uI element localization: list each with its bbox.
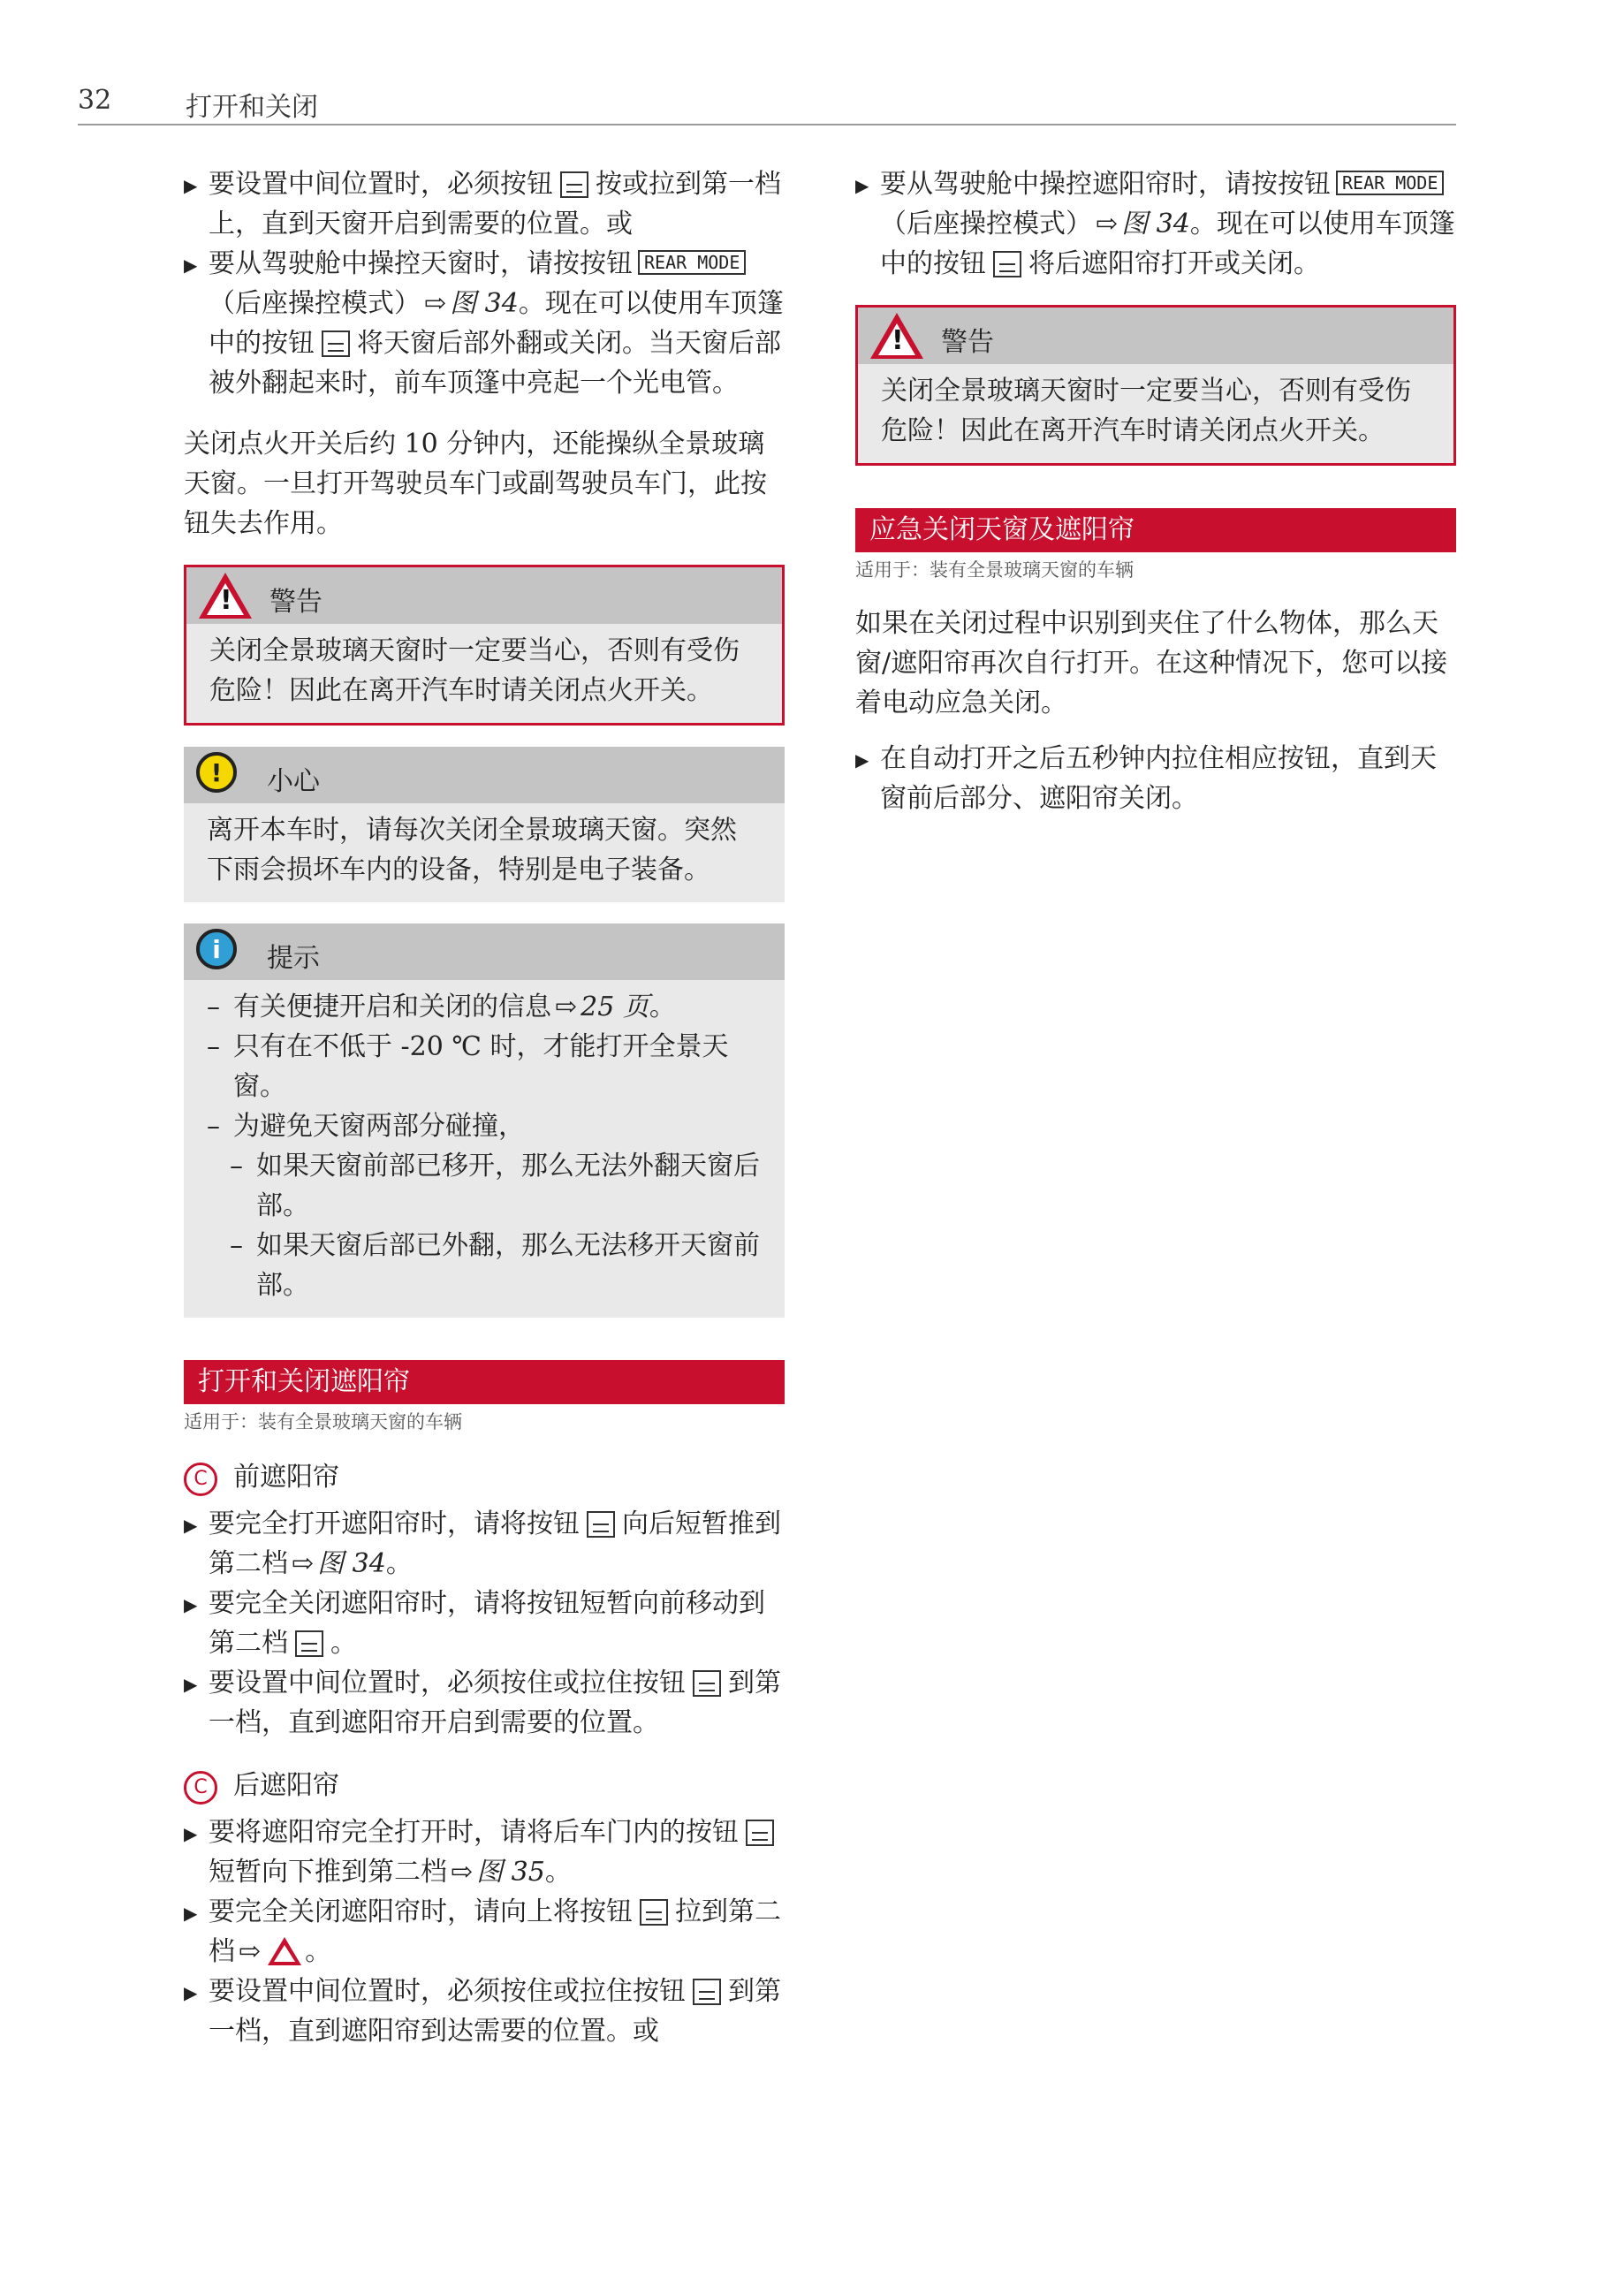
caution-label: 小心 [267,766,320,797]
bullet-icon: ▶ [184,1823,198,1844]
warning-header [186,567,782,624]
rear-mode-button-label: REAR MODE [638,250,746,275]
section-title: 应急关闭天窗及遮阳帘 [855,508,1456,552]
applies-to-text: 适用于：装有全景玻璃天窗的车辆 [184,1411,462,1432]
left-column [184,164,785,2051]
warning-box [855,305,1456,466]
caution-text: 离开本车时，请每次关闭全景玻璃天窗。突然下雨会损坏车内的设备，特别是电子装备。 [207,815,737,885]
callout-c-icon: C [184,1771,217,1805]
arrow-right-icon: ⇨ [239,1936,262,1967]
note-subitem: – 如果天窗前部已移开，那么无法外翻天窗后部。 [230,1151,760,1221]
subsection-heading: C 后遮阳帘 [184,1766,785,1805]
list-item: ▶ 要从驾驶舱中操控天窗时，请按按钮 REAR MODE（后座操控模式） ⇨ 图 34。现在可以使用车顶篷中的按钮 将天窗后部外翻或关闭。当天窗后部被外翻起来时，前车顶篷中亮起一个光电管。 [184,244,785,403]
note-item: – 只有在不低于 -20 ℃ 时，才能打开全景天窗。 [207,1031,729,1102]
rear-mode-button-label: REAR MODE [1336,171,1444,195]
sunshade-button-icon [587,1511,615,1538]
bullet-icon: ▶ [184,1982,198,2003]
caution-header [184,747,785,803]
page-number: 32 [78,85,112,116]
info-icon: i [196,929,237,969]
list-item: ▶ 要从驾驶舱中操控遮阳帘时，请按按钮 REAR MODE（后座操控模式） ⇨ 图 34。现在可以使用车顶篷中的按钮 将后遮阳帘打开或关闭。 [855,164,1456,284]
section-title: 打开和关闭遮阳帘 [184,1360,785,1404]
figure-reference[interactable]: 图 34 [1121,209,1190,239]
sunroof-button-icon [322,331,350,357]
subsection-heading: C 前遮阳帘 [184,1457,785,1497]
figure-reference[interactable]: 图 34 [450,288,519,319]
sunroof-button-icon [560,171,588,198]
page-header [78,81,1456,125]
sunshade-button-icon [993,251,1021,277]
list-item: ▶ 要设置中间位置时，必须按钮 按或拉到第一档上，直到天窗开启到需要的位置。或 [184,164,785,244]
warning-triangle-icon [199,573,252,619]
paragraph: 如果在关闭过程中识别到夹住了什么物体，那么天窗/遮阳帘再次自行打开。在这种情况下，您可以接着电动应急关闭。 [855,608,1448,718]
warning-header [858,308,1453,364]
bullet-icon: ▶ [184,1594,198,1615]
bullet-icon: ▶ [184,175,198,196]
caution-box [184,747,785,902]
list-item: ▶ 要设置中间位置时，必须按住或拉住按钮 到第一档，直到遮阳帘到达需要的位置。或 [184,1972,785,2051]
chapter-title: 打开和关闭 [186,92,318,123]
exclamation-icon: ! [196,752,237,793]
arrow-right-icon: ⇨ [292,1548,315,1579]
warning-label: 警告 [941,327,994,358]
note-box [184,923,785,1318]
warning-text: 关闭全景玻璃天窗时一定要当心，否则有受伤危险！因此在离开汽车时请关闭点火开关。 [209,635,740,706]
bullet-icon: ▶ [855,175,869,196]
paragraph: 关闭点火开关后约 10 分钟内，还能操纵全景玻璃天窗。一旦打开驾驶员车门或副驾驶员车门，此按钮失去作用。 [184,429,767,539]
bullet-icon: ▶ [184,1903,198,1924]
warning-label: 警告 [269,587,323,618]
bullet-icon: ▶ [855,749,869,771]
sunshade-button-icon [640,1899,668,1926]
right-column [855,164,1456,818]
list-item: ▶ 要完全关闭遮阳帘时，请将按钮短暂向前移动到第二档 。 [184,1584,785,1663]
note-subitem: – 如果天窗后部已外翻，那么无法移开天窗前部。 [230,1230,760,1301]
warning-text: 关闭全景玻璃天窗时一定要当心，否则有受伤危险！因此在离开汽车时请关闭点火开关。 [881,376,1411,446]
sunshade-button-icon [693,1670,721,1697]
figure-reference[interactable]: 图 35 [476,1857,545,1888]
warning-box [184,565,785,726]
list-item: ▶ 要完全关闭遮阳帘时，请向上将按钮 拉到第二档 ⇨ 。 [184,1892,785,1972]
warning-triangle-icon[interactable] [268,1937,301,1965]
arrow-right-icon: ⇨ [1096,209,1119,239]
list-item: ▶ 在自动打开之后五秒钟内拉住相应按钮，直到天窗前后部分、遮阳帘关闭。 [855,739,1456,818]
warning-triangle-icon [870,313,923,359]
sunshade-button-icon [295,1630,323,1657]
bullet-icon: ▶ [184,1515,198,1536]
arrow-right-icon: ⇨ [424,288,447,319]
note-item: – 为避免天窗两部分碰撞， [207,1111,525,1142]
page-reference[interactable]: 25 页 [581,992,649,1022]
sunshade-button-icon [693,1979,721,2005]
arrow-right-icon: ⇨ [555,992,578,1022]
applies-to-text: 适用于：装有全景玻璃天窗的车辆 [855,559,1134,581]
bullet-icon: ▶ [184,255,198,276]
arrow-right-icon: ⇨ [451,1857,474,1888]
callout-c-icon: C [184,1463,217,1496]
note-label: 提示 [267,943,320,974]
sunshade-button-icon [746,1820,774,1846]
note-item: – 有关便捷开启和关闭的信息 ⇨ 25 页。 [207,992,676,1022]
list-item: ▶ 要完全打开遮阳帘时，请将按钮 向后短暂推到第二档 ⇨ 图 34。 [184,1504,785,1584]
bullet-icon: ▶ [184,1674,198,1695]
note-header [184,923,785,980]
list-item: ▶ 要将遮阳帘完全打开时，请将后车门内的按钮短暂向下推到第二档 ⇨ 图 35。 [184,1812,785,1892]
figure-reference[interactable]: 图 34 [317,1548,386,1579]
list-item: ▶ 要设置中间位置时，必须按住或拉住按钮 到第一档，直到遮阳帘开启到需要的位置。 [184,1663,785,1743]
